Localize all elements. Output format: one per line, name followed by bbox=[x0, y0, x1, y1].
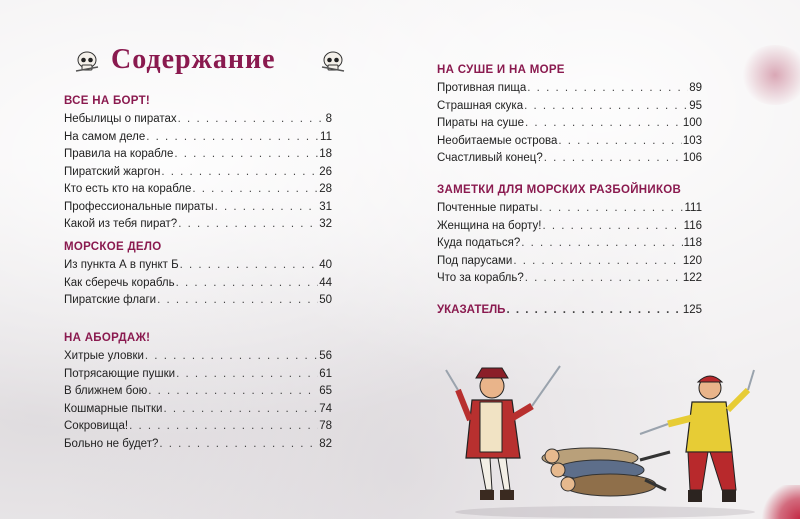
leader-dots bbox=[176, 277, 319, 289]
toc-index bbox=[437, 304, 702, 322]
leader-dots bbox=[525, 117, 682, 129]
entry-label: Пиратские флаги bbox=[64, 294, 157, 306]
section-title: НА СУШЕ И НА МОРЕ bbox=[437, 64, 565, 76]
entry-page: 103 bbox=[682, 134, 702, 147]
toc-entry[interactable] bbox=[64, 438, 332, 456]
entry-page: 44 bbox=[319, 276, 332, 289]
entry-page: 32 bbox=[319, 218, 332, 230]
toc-section bbox=[64, 332, 332, 455]
skull-icon bbox=[321, 50, 345, 72]
leader-dots bbox=[176, 368, 318, 380]
toc-entry[interactable] bbox=[64, 294, 332, 312]
toc-entry[interactable] bbox=[437, 272, 702, 290]
toc-entry[interactable] bbox=[64, 368, 332, 386]
entry-label: На самом деле bbox=[64, 130, 146, 143]
index-label: УКАЗАТЕЛЬ bbox=[437, 304, 506, 316]
toc-entry[interactable] bbox=[437, 82, 702, 100]
section-title: ВСЕ НА БОРТ! bbox=[64, 95, 151, 107]
toc-entry[interactable] bbox=[64, 166, 332, 184]
toc-entry[interactable] bbox=[64, 148, 332, 166]
toc-entry[interactable] bbox=[64, 131, 332, 149]
pirate-red-coat bbox=[446, 366, 560, 500]
leader-dots bbox=[129, 420, 318, 432]
entry-label: Пиратский жаргон bbox=[64, 165, 161, 178]
entry-page: 50 bbox=[319, 294, 332, 306]
leader-dots bbox=[524, 100, 688, 112]
leader-dots bbox=[163, 403, 318, 415]
index-page: 125 bbox=[682, 304, 702, 316]
toc-section bbox=[437, 184, 702, 290]
entry-label: Кто есть кто на корабле bbox=[64, 183, 192, 195]
fallen-pirates bbox=[542, 448, 670, 496]
toc-entry[interactable] bbox=[64, 183, 332, 201]
entry-label: Почтенные пираты bbox=[437, 202, 539, 214]
leader-dots bbox=[174, 148, 318, 160]
toc-entry[interactable] bbox=[437, 100, 702, 118]
leader-dots bbox=[157, 294, 318, 306]
leader-dots bbox=[192, 183, 318, 195]
entry-page: 89 bbox=[689, 82, 702, 94]
leader-dots bbox=[145, 350, 318, 362]
section-title: МОРСКОЕ ДЕЛО bbox=[64, 241, 162, 253]
entry-page: 8 bbox=[325, 113, 332, 125]
toc-section bbox=[64, 241, 332, 312]
toc-entry[interactable] bbox=[437, 255, 702, 273]
toc-entry[interactable] bbox=[64, 403, 332, 421]
toc-entry[interactable] bbox=[437, 117, 702, 135]
entry-page: 106 bbox=[682, 152, 702, 164]
entry-label: Куда податься? bbox=[437, 237, 521, 249]
leader-dots bbox=[146, 131, 319, 143]
leader-dots bbox=[159, 438, 318, 450]
leader-dots bbox=[544, 152, 682, 164]
title-row bbox=[75, 44, 345, 80]
toc-entry[interactable] bbox=[64, 259, 332, 277]
entry-page: 78 bbox=[319, 420, 332, 432]
leader-dots bbox=[525, 272, 682, 284]
leader-dots bbox=[542, 220, 682, 232]
toc-entry[interactable] bbox=[437, 152, 702, 170]
pirates-illustration bbox=[440, 340, 770, 519]
entry-page: 74 bbox=[319, 402, 332, 415]
entry-label: Под парусами bbox=[437, 254, 513, 267]
entry-label: Хитрые уловки bbox=[64, 350, 144, 362]
toc-section bbox=[437, 64, 702, 170]
entry-label: Потрясающие пушки bbox=[64, 367, 176, 380]
leader-dots bbox=[161, 166, 318, 178]
toc-entry[interactable] bbox=[64, 350, 332, 368]
toc-entry[interactable] bbox=[437, 237, 702, 255]
leader-dots bbox=[178, 113, 325, 125]
leader-dots bbox=[506, 304, 681, 316]
page-title: Содержание bbox=[111, 44, 276, 75]
toc-entry[interactable] bbox=[64, 385, 332, 403]
leader-dots bbox=[527, 82, 688, 94]
pirate-yellow-shirt bbox=[640, 370, 754, 502]
entry-label: Больно не будет? bbox=[64, 437, 159, 450]
entry-page: 120 bbox=[682, 254, 702, 267]
entry-page: 56 bbox=[319, 350, 332, 362]
entry-label: Кошмарные пытки bbox=[64, 402, 163, 415]
skull-icon bbox=[75, 50, 99, 72]
entry-page: 18 bbox=[319, 148, 332, 160]
index-entry[interactable] bbox=[437, 304, 702, 322]
entry-page: 40 bbox=[319, 259, 332, 271]
toc-entry[interactable] bbox=[64, 420, 332, 438]
entry-label: Необитаемые острова bbox=[437, 134, 558, 147]
entry-page: 28 bbox=[319, 183, 332, 195]
entry-label: Как сберечь корабль bbox=[64, 276, 175, 289]
entry-label: Что за корабль? bbox=[437, 272, 524, 284]
toc-entry[interactable] bbox=[64, 277, 332, 295]
entry-page: 100 bbox=[682, 117, 702, 129]
entry-page: 116 bbox=[683, 219, 702, 232]
entry-page: 82 bbox=[319, 437, 332, 450]
entry-label: Сокровища! bbox=[64, 420, 129, 432]
entry-page: 31 bbox=[319, 200, 332, 213]
entry-label: Небылицы о пиратах bbox=[64, 113, 177, 125]
entry-page: 122 bbox=[682, 272, 702, 284]
entry-label: Какой из тебя пират? bbox=[64, 218, 178, 230]
toc-entry[interactable] bbox=[437, 202, 702, 220]
leader-dots bbox=[180, 259, 319, 271]
entry-page: 11 bbox=[320, 130, 332, 143]
entry-page: 65 bbox=[319, 385, 332, 397]
entry-page: 95 bbox=[689, 99, 702, 112]
leader-dots bbox=[558, 135, 681, 147]
entry-label: Женщина на борту! bbox=[437, 219, 542, 232]
leader-dots bbox=[539, 202, 683, 214]
entry-label: Правила на корабле bbox=[64, 148, 174, 160]
toc-entry[interactable] bbox=[64, 218, 332, 236]
leader-dots bbox=[215, 201, 319, 213]
entry-label: В ближнем бою bbox=[64, 385, 148, 397]
entry-label: Из пункта А в пункт Б bbox=[64, 259, 179, 271]
section-title: ЗАМЕТКИ ДЛЯ МОРСКИХ РАЗБОЙНИКОВ bbox=[437, 184, 682, 196]
entry-page: 118 bbox=[683, 237, 702, 249]
toc-entry[interactable] bbox=[64, 201, 332, 219]
entry-label: Страшная скука bbox=[437, 99, 524, 112]
entry-page: 26 bbox=[319, 165, 332, 178]
entry-page: 111 bbox=[684, 202, 702, 214]
entry-label: Пираты на суше bbox=[437, 117, 525, 129]
leader-dots bbox=[148, 385, 318, 397]
entry-label: Противная пища bbox=[437, 82, 527, 94]
toc-section bbox=[64, 95, 332, 236]
toc-entry[interactable] bbox=[64, 113, 332, 131]
leader-dots bbox=[521, 237, 682, 249]
section-title: НА АБОРДАЖ! bbox=[64, 332, 151, 344]
leader-dots bbox=[513, 255, 682, 267]
leader-dots bbox=[178, 218, 318, 230]
entry-label: Профессиональные пираты bbox=[64, 200, 214, 213]
toc-entry[interactable] bbox=[437, 220, 702, 238]
entry-label: Счастливый конец? bbox=[437, 152, 543, 164]
entry-page: 61 bbox=[319, 367, 332, 380]
toc-entry[interactable] bbox=[437, 135, 702, 153]
